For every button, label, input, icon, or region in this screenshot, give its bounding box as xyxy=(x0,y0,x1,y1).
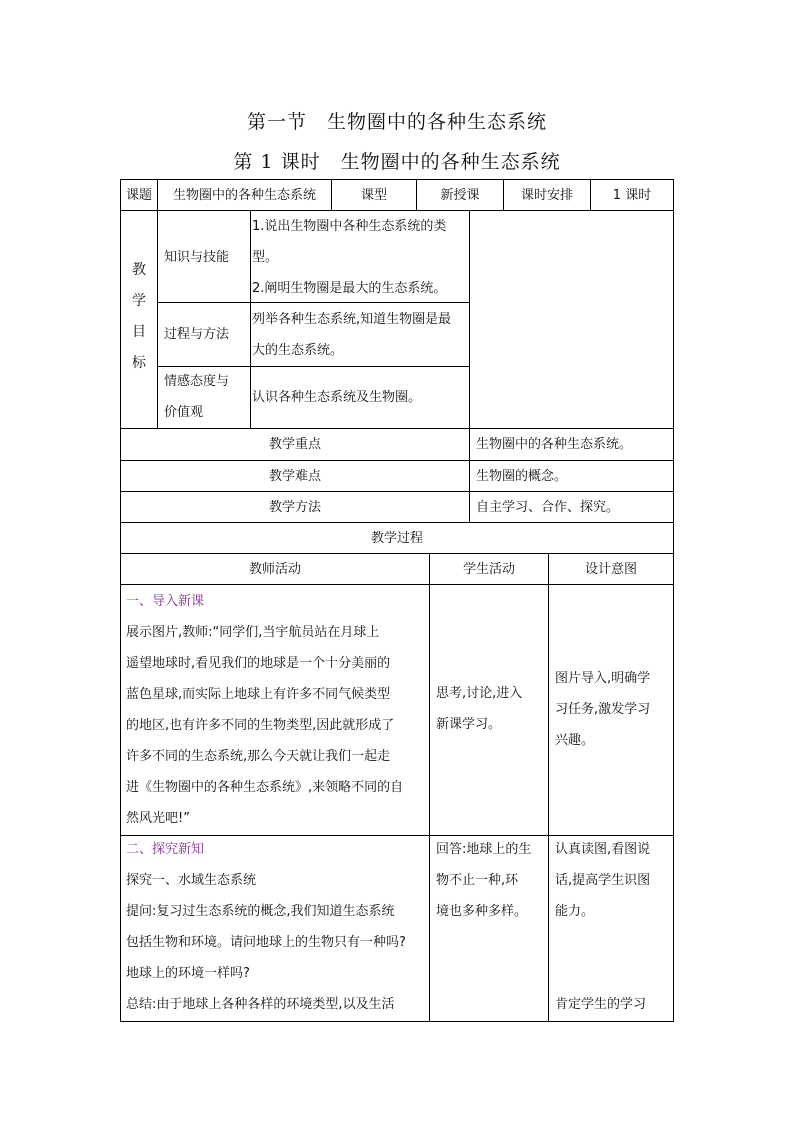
section1-student-line: 新课学习。 xyxy=(436,717,502,732)
keshi-label: 课时安排 xyxy=(520,188,573,203)
section1-teacher-line: 的地区,也有许多不同的生物类型,因此就形成了 xyxy=(126,718,395,733)
section1-teacher-line: 展示图片,教师:“同学们,当宇航员站在月球上 xyxy=(126,625,380,640)
knowledge-label: 知识与技能 xyxy=(164,250,230,265)
section2-intent-extra: 肯定学生的学习 xyxy=(555,997,647,1012)
knowledge-text xyxy=(252,211,469,304)
section2-intent-line: 能力。 xyxy=(555,904,595,919)
section1-teacher-line: 然风光吧!” xyxy=(126,811,190,826)
method-label: 教学方法 xyxy=(268,500,321,515)
attitude-label xyxy=(158,366,250,428)
objectives-label-char: 学 xyxy=(132,293,146,309)
objectives-label-char: 标 xyxy=(132,355,146,371)
section1-teacher xyxy=(126,586,428,834)
design-intent-header: 设计意图 xyxy=(584,562,637,577)
section1-student-line: 思考,讨论,进入 xyxy=(436,686,523,701)
objectives-label-char: 目 xyxy=(132,324,146,340)
objectives-label xyxy=(121,255,157,379)
process-text xyxy=(252,304,469,366)
section1-intent-line: 图片导入,明确学 xyxy=(555,671,651,686)
section1-heading: 一、导入新课 xyxy=(126,594,205,609)
section2-intent-line: 话,提高学生识图 xyxy=(555,873,651,888)
key-point-value: 生物圈中的各种生态系统。 xyxy=(476,437,633,452)
knowledge-line: 2.阐明生物圈是最大的生态系统。 xyxy=(252,281,447,296)
section2-teacher-line: 探究一、水域生态系统 xyxy=(126,873,257,888)
section2-teacher-line: 地球上的环境一样吗? xyxy=(126,966,250,981)
section2-student xyxy=(436,834,548,927)
student-activity-header: 学生活动 xyxy=(462,562,515,577)
section1-teacher-line: 遥望地球时,看见我们的地球是一个十分美丽的 xyxy=(126,656,391,671)
section1-teacher-line: 蓝色星球,而实际上地球上有许多不同气候类型 xyxy=(126,687,391,702)
difficulty-label: 教学难点 xyxy=(268,469,321,484)
page-subtitle: 第 1 课时 生物圈中的各种生态系统 xyxy=(233,151,561,173)
section2-teacher xyxy=(126,834,428,1020)
knowledge-line: 1.说出生物圈中各种生态系统的类 xyxy=(252,219,447,234)
teacher-activity-header: 教师活动 xyxy=(248,562,301,577)
section1-intent xyxy=(555,663,673,756)
section1-student xyxy=(436,678,548,740)
attitude-label-line: 情感态度与 xyxy=(164,374,230,389)
section2-heading: 二、探究新知 xyxy=(126,842,205,857)
section2-teacher-line: 总结:由于地球上各种各样的环境类型,以及生活 xyxy=(126,997,395,1012)
section2-intent xyxy=(555,834,673,927)
keti-label: 课题 xyxy=(125,188,152,203)
section1-teacher-line: 进《生物圈中的各种生态系统》,来领略不同的自 xyxy=(126,780,404,795)
section2-teacher-line: 包括生物和环境。请问地球上的生物只有一种吗? xyxy=(126,935,406,950)
section2-student-line: 回答:地球上的生 xyxy=(436,842,532,857)
section1-intent-line: 习任务,激发学习 xyxy=(555,702,651,717)
keti-value: 生物圈中的各种生态系统 xyxy=(172,188,316,203)
section1-teacher-line: 许多不同的生态系统,那么今天就让我们一起走 xyxy=(126,749,391,764)
process-line: 大的生态系统。 xyxy=(252,343,344,358)
teaching-process-title: 教学过程 xyxy=(370,531,423,546)
objectives-label-char: 教 xyxy=(132,262,146,278)
page-title: 第一节 生物圈中的各种生态系统 xyxy=(246,111,547,133)
process-line: 列举各种生态系统,知道生物圈是最 xyxy=(252,312,452,327)
knowledge-line: 型。 xyxy=(252,250,279,265)
attitude-text: 认识各种生态系统及生物圈。 xyxy=(252,390,422,405)
kexing-value: 新授课 xyxy=(440,188,480,203)
key-point-label: 教学重点 xyxy=(268,437,321,452)
section2-intent-line: 认真读图,看图说 xyxy=(555,842,651,857)
keshi-value: 1 课时 xyxy=(612,188,652,203)
method-value: 自主学习、合作、探究。 xyxy=(476,500,620,515)
section2-student-line: 境也多种多样。 xyxy=(436,904,528,919)
process-label: 过程与方法 xyxy=(164,327,230,342)
attitude-label-line: 价值观 xyxy=(164,405,204,420)
section2-student-line: 物不止一种,环 xyxy=(436,873,519,888)
kexing-label: 课型 xyxy=(360,188,387,203)
difficulty-value: 生物圈的概念。 xyxy=(476,469,568,484)
section1-intent-line: 兴趣。 xyxy=(555,733,595,748)
section2-teacher-line: 提问:复习过生态系统的概念,我们知道生态系统 xyxy=(126,904,395,919)
